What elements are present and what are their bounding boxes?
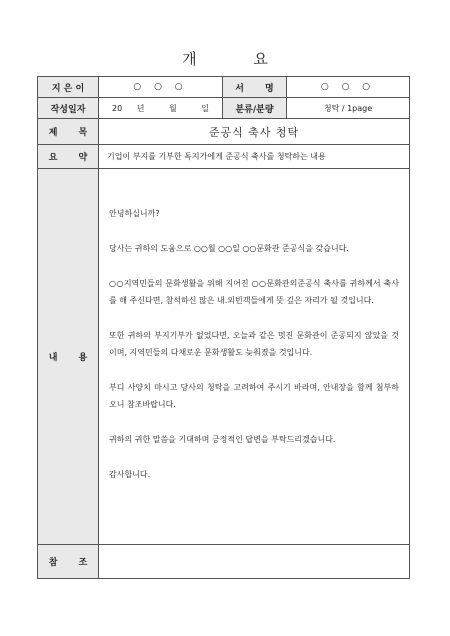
author-row [38, 77, 410, 98]
summary-value[interactable]: 기업이 부지를 기부한 독지가에게 준공식 축사를 청탁하는 내용 [99, 145, 410, 169]
content-row [38, 169, 410, 545]
reference-row [38, 545, 410, 579]
page-title: 개 요 [182, 50, 294, 68]
summary-row [38, 145, 410, 169]
author-label: 지 은 이 [38, 77, 99, 98]
category-label: 분류/분량 [223, 98, 287, 119]
summary-label: 요 약 [38, 145, 99, 169]
author-value[interactable]: ○ ○ ○ [99, 77, 223, 98]
signature-value[interactable]: ○ ○ ○ [287, 77, 410, 98]
content-paragraph: 감사합니다. [109, 470, 151, 479]
subject-row [38, 119, 410, 145]
content-paragraph: 안녕하십니까? [109, 209, 160, 218]
content-paragraph: 부디 사양치 마시고 당사의 청탁을 고려하여 주시기 바라며, 안내장을 함께 첨부하오니 참조바랍니다. [109, 383, 399, 409]
subject-label: 제 목 [38, 119, 99, 145]
category-value[interactable]: 청탁 / 1page [287, 98, 410, 119]
content-paragraph: 귀하의 귀한 말씀을 기대하며 긍정적인 답변을 부탁드리겠습니다. [109, 435, 336, 444]
content-label: 내 용 [38, 169, 99, 545]
reference-value[interactable] [99, 545, 410, 579]
content-paragraph: 당사는 귀하의 도움으로 ○○월 ○○일 ○○문화관 준공식을 갖습니다. [109, 244, 349, 253]
date-year-unit: 년 [136, 103, 145, 113]
content-paragraph: ○○지역민들의 문화생활을 위해 지어진 ○○문화관의준공식 축사를 귀하께서 축사를 해 주신다면, 참석하신 많은 내.외빈객들에게 뜻 깊은 자리가 될 것입니다. [109, 279, 399, 305]
date-value[interactable] [99, 98, 223, 119]
subject-value[interactable]: 준공식 축사 청탁 [99, 119, 410, 145]
overview-form-table [37, 76, 410, 579]
content-paragraph: 또한 귀하의 부지기부가 없었다면, 오늘과 같은 멋진 문화관이 준공되지 않았을 것이며, 지역민들의 다채로운 문화생활도 늦춰졌을 것입니다. [109, 331, 399, 357]
date-row [38, 98, 410, 119]
date-month-unit: 월 [169, 103, 177, 113]
date-label: 작성일자 [38, 98, 99, 119]
content-body[interactable] [99, 169, 410, 545]
date-year: 20 [111, 103, 123, 113]
date-day-unit: 일 [201, 103, 210, 113]
signature-label: 서 명 [223, 77, 287, 98]
reference-label: 참 조 [38, 545, 99, 579]
